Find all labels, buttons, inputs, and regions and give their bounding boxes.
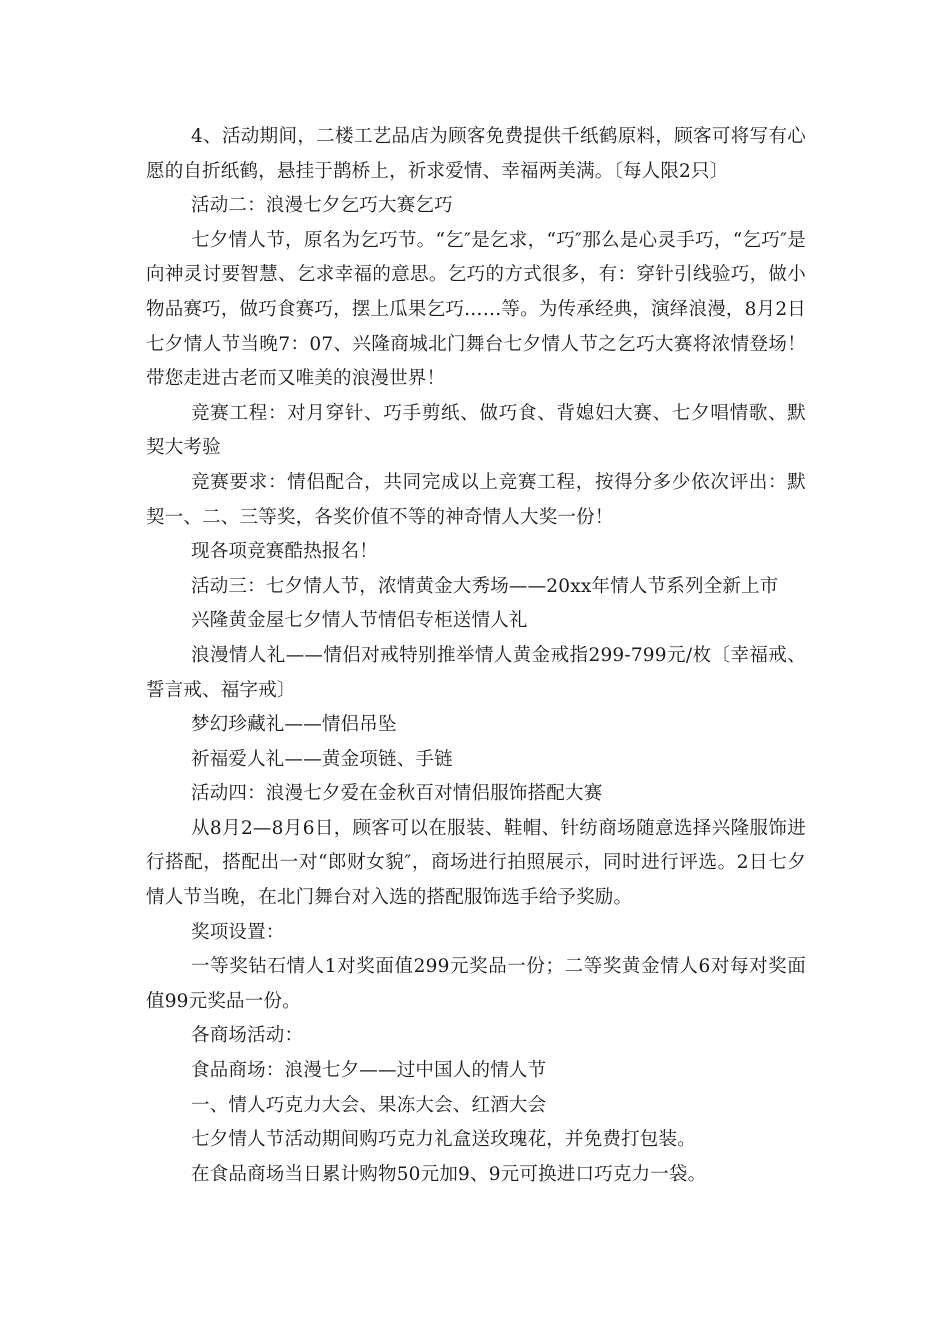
paragraph-20: 在食品商场当日累计购物50元加9、9元可换进口巧克力一袋。 [191, 1163, 707, 1185]
paragraph-14: 奖项设置： [191, 921, 285, 943]
paragraph-13: 从8月2—8月6日，顾客可以在服装、鞋帽、针纺商场随意选择兴隆服饰进行搭配，搭配出一对“郎财女貌″，商场进行拍照展示，同时进行评选。2日七夕情人节当晚，在北门舞台对入选的搭配服饰选手给予奖励。 [146, 817, 806, 909]
paragraph-17: 食品商场：浪漫七夕——过中国人的情人节 [191, 1060, 547, 1082]
paragraph-19: 七夕情人节活动期间购巧克力礼盒送玫瑰花，并免费打包装。 [191, 1129, 696, 1151]
paragraph-9: 浪漫情人礼——情侣对戒特别推举情人黄金戒指299-799元/枚〔幸福戒、誓言戒、福字戒〕 [146, 644, 806, 701]
paragraph-16: 各商场活动： [191, 1025, 304, 1047]
paragraph-18: 一、情人巧克力大会、果冻大会、红酒大会 [191, 1094, 547, 1116]
paragraph-12: 活动四：浪漫七夕爱在金秋百对情侣服饰搭配大赛 [191, 783, 603, 805]
paragraph-1: 4、活动期间，二楼工艺品店为顾客免费提供千纸鹤原料，顾客可将写有心愿的自折纸鹤，悬挂于鹊桥上，祈求爱情、幸福两美满。〔每人限2只〕 [146, 126, 806, 182]
document-body [146, 120, 806, 1192]
paragraph-7: 活动三：七夕情人节，浓情黄金大秀场——20xx年情人节系列全新上市 [191, 575, 779, 597]
paragraph-8: 兴隆黄金屋七夕情人节情侣专柜送情人礼 [191, 610, 528, 632]
paragraph-11: 祈福爱人礼——黄金项链、手链 [191, 748, 453, 770]
paragraph-5: 竞赛要求：情侣配合，共同完成以上竞赛工程，按得分多少依次评出：默契一、二、三等奖，各奖价值不等的神奇情人大奖一份！ [146, 471, 806, 528]
paragraph-3: 七夕情人节，原名为乞巧节。“乞″是乞求，“巧″那么是心灵手巧，“乞巧″是向神灵讨要智慧、乞求幸福的意思。乞巧的方式很多，有：穿针引线验巧，做小物品赛巧，做巧食赛巧，摆上瓜果乞巧……等。为传承经典，演绎浪漫，8月2日七夕情人节当晚7：07、兴隆商城北门舞台七夕情人节之乞巧大赛将浓情登场！带您走进古老而又唯美的浪漫世界！ [146, 229, 806, 390]
paragraph-6: 现各项竞赛酷热报名！ [191, 541, 379, 563]
paragraph-10: 梦幻珍藏礼——情侣吊坠 [191, 714, 397, 736]
paragraph-4: 竞赛工程：对月穿针、巧手剪纸、做巧食、背媳妇大赛、七夕唱情歌、默契大考验 [146, 402, 806, 459]
paragraph-15: 一等奖钻石情人1对奖面值299元奖品一份；二等奖黄金情人6对每对奖面值99元奖品一份。 [146, 956, 806, 1012]
paragraph-2: 活动二：浪漫七夕乞巧大赛乞巧 [191, 195, 453, 217]
